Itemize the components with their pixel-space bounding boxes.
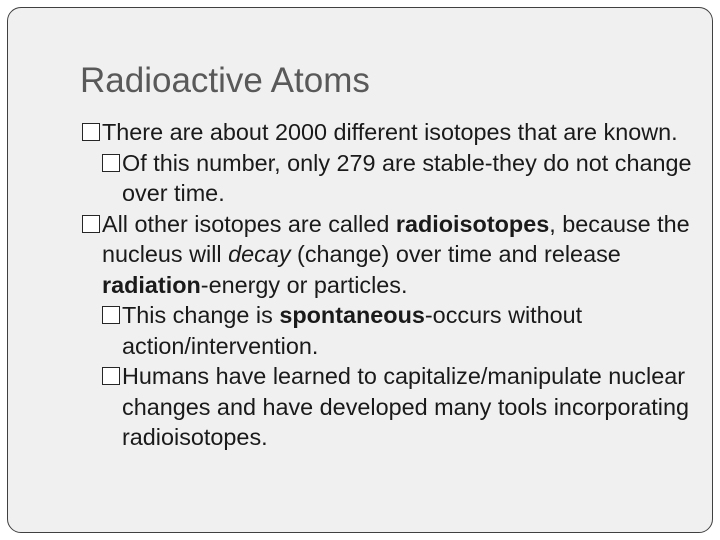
bullet-text: , because the nucleus will — [102, 210, 690, 267]
square-bullet-icon — [102, 154, 120, 172]
bullet-humans-tools — [80, 361, 700, 453]
bullet-text: All other isotopes are called — [102, 210, 396, 237]
term-decay: decay — [228, 241, 291, 267]
bullet-text: Of this number, only 279 are stable-they do not change over time. — [122, 149, 692, 206]
bullet-text: -energy or particles. — [200, 271, 408, 298]
bullet-text: There are about 2000 different isotopes that are known. — [102, 119, 678, 145]
bullet-text: -occurs without action/intervention. — [122, 302, 583, 359]
square-bullet-icon — [82, 123, 100, 141]
bullet-list — [80, 117, 700, 453]
bullet-text: Humans have learned to capitalize/manipulate nuclear changes and have developed many tools incorporating radioisotopes. — [122, 363, 689, 450]
bullet-text: (change) over time and release — [290, 241, 621, 267]
term-spontaneous: spontaneous — [279, 302, 425, 328]
bullet-radioisotopes — [80, 209, 700, 301]
bullet-stable-isotopes — [80, 148, 700, 209]
bullet-spontaneous — [80, 300, 700, 361]
term-radioisotopes: radioisotopes — [395, 210, 550, 237]
slide-title: Radioactive Atoms — [80, 61, 370, 100]
square-bullet-icon — [102, 367, 120, 385]
term-radiation: radiation — [102, 271, 201, 298]
bullet-text: This change is — [122, 302, 280, 328]
square-bullet-icon — [102, 306, 120, 324]
bullet-isotopes-known — [80, 117, 700, 148]
square-bullet-icon — [82, 215, 100, 233]
